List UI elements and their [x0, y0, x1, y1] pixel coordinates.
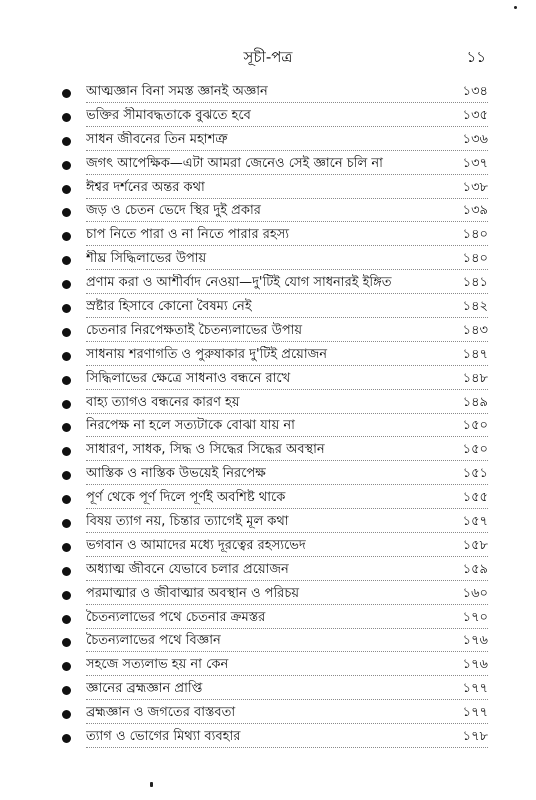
toc-entry-title: ঈশ্বর দর্শনের অন্তর কথা — [86, 179, 205, 195]
toc-entry — [0, 129, 536, 153]
page-number: ১১ — [466, 48, 486, 66]
toc-entry-page: ১৪১ — [462, 275, 488, 291]
dotted-divider — [86, 651, 488, 652]
toc-entry-page: ১৩৫ — [462, 107, 488, 123]
dotted-divider — [86, 675, 488, 676]
bullet-icon — [62, 232, 71, 241]
toc-entry-title: ব্রহ্মজ্ঞান ও জগতের বাস্তবতা — [86, 705, 236, 721]
toc-entry-page: ১৭৬ — [462, 633, 488, 649]
bullet-icon — [62, 304, 71, 313]
bullet-icon — [62, 662, 71, 671]
toc-list — [0, 81, 536, 750]
dotted-divider — [86, 747, 488, 748]
dotted-divider — [86, 460, 488, 461]
toc-entry-page: ১৪২ — [462, 299, 488, 315]
toc-entry — [0, 392, 536, 416]
dotted-divider — [86, 341, 488, 342]
toc-entry-title: জগৎ আপেক্ষিক—এটা আমরা জেনেও সেই জ্ঞানে চলি না — [86, 155, 383, 171]
toc-entry-page: ১৭৭ — [462, 681, 488, 697]
toc-entry — [0, 726, 536, 750]
dotted-divider — [86, 150, 488, 151]
toc-entry-page: ১৪০ — [462, 227, 488, 243]
ink-mark — [150, 782, 153, 787]
toc-entry-page: ১৬০ — [462, 585, 488, 601]
bullet-icon — [62, 734, 71, 743]
toc-entry — [0, 177, 536, 201]
toc-entry — [0, 654, 536, 678]
toc-entry — [0, 320, 536, 344]
dotted-divider — [86, 628, 488, 629]
toc-entry-page: ১৫৫ — [462, 490, 488, 506]
toc-entry-page: ১৭০ — [462, 609, 488, 625]
toc-entry-page: ১৪৩ — [462, 322, 488, 338]
toc-entry-page: ১৭৭ — [462, 705, 488, 721]
dotted-divider — [86, 198, 488, 199]
toc-entry-title: শীঘ্র সিদ্ধিলাভের উপায় — [86, 251, 207, 267]
toc-entry — [0, 248, 536, 272]
toc-entry-title: চৈতন্যলাভের পথে বিজ্ঞান — [86, 633, 221, 649]
dotted-divider — [86, 245, 488, 246]
dotted-divider — [86, 436, 488, 437]
ink-dot — [514, 6, 517, 9]
bullet-icon — [62, 591, 71, 600]
toc-entry — [0, 630, 536, 654]
toc-entry-title: আস্তিক ও নাস্তিক উভয়েই নিরপেক্ষ — [86, 466, 266, 482]
bullet-icon — [62, 495, 71, 504]
dotted-divider — [86, 556, 488, 557]
bullet-icon — [62, 113, 71, 122]
toc-entry-page: ১৩৪ — [462, 84, 488, 99]
bullet-icon — [62, 567, 71, 576]
bullet-icon — [62, 208, 71, 217]
toc-entry — [0, 439, 536, 463]
bullet-icon — [62, 423, 71, 432]
toc-entry — [0, 415, 536, 439]
bullet-icon — [62, 710, 71, 719]
toc-entry-title: চাপ নিতে পারা ও না নিতে পারার রহস্য — [86, 227, 290, 243]
toc-entry-page: ১৫৯ — [462, 561, 488, 577]
toc-entry — [0, 463, 536, 487]
dotted-divider — [86, 365, 488, 366]
bullet-icon — [62, 256, 71, 265]
dotted-divider — [86, 221, 488, 222]
toc-entry-page: ১৩৬ — [462, 131, 488, 147]
dotted-divider — [86, 580, 488, 581]
page-header — [0, 42, 536, 70]
dotted-divider — [86, 699, 488, 700]
toc-entry-title: বাহ্য ত্যাগও বন্ধনের কারণ হয় — [86, 394, 240, 410]
toc-entry-title: অধ্যাত্ম জীবনে যেভাবে চলার প্রয়োজন — [86, 561, 289, 577]
toc-entry-title: চেতনার নিরপেক্ষতাই চৈতন্যলাভের উপায় — [86, 322, 303, 338]
bullet-icon — [62, 471, 71, 480]
dotted-divider — [86, 174, 488, 175]
toc-entry-title: আত্মজ্ঞান বিনা সমস্ত জ্ঞানই অজ্ঞান — [86, 84, 268, 99]
toc-entry — [0, 200, 536, 224]
bullet-icon — [62, 328, 71, 337]
toc-entry-title: পরমাত্মার ও জীবাত্মার অবস্থান ও পরিচয় — [86, 585, 300, 601]
toc-entry — [0, 487, 536, 511]
bullet-icon — [62, 447, 71, 456]
bullet-icon — [62, 161, 71, 170]
toc-entry-title: পূর্ণ থেকে পূর্ণ দিলে পূর্ণই অবশিষ্ট থাকে — [86, 490, 286, 506]
toc-entry — [0, 272, 536, 296]
toc-entry — [0, 607, 536, 631]
toc-entry-page: ১৫১ — [462, 466, 488, 482]
toc-entry — [0, 296, 536, 320]
dotted-divider — [86, 102, 488, 103]
toc-entry-title: চৈতন্যলাভের পথে চেতনার ক্রমস্তর — [86, 609, 266, 625]
dotted-divider — [86, 532, 488, 533]
toc-entry-title: নিরপেক্ষ না হলে সত্যটাকে বোঝা যায় না — [86, 418, 295, 434]
dotted-divider — [86, 604, 488, 605]
toc-entry-title: জড় ও চেতন ভেদে স্থির দুই প্রকার — [86, 203, 261, 219]
bullet-icon — [62, 352, 71, 361]
toc-entry-page: ১৭৬ — [462, 657, 488, 673]
toc-entry-page: ১৪৯ — [462, 394, 488, 410]
toc-entry — [0, 224, 536, 248]
bullet-icon — [62, 543, 71, 552]
toc-entry-title: বিষয় ত্যাগ নয়, চিন্তার ত্যাগেই মূল কথা — [86, 514, 289, 530]
toc-entry — [0, 153, 536, 177]
dotted-divider — [86, 508, 488, 509]
toc-entry — [0, 702, 536, 726]
toc-entry — [0, 344, 536, 368]
toc-entry — [0, 535, 536, 559]
bullet-icon — [62, 376, 71, 385]
dotted-divider — [86, 484, 488, 485]
toc-entry — [0, 368, 536, 392]
dotted-divider — [86, 293, 488, 294]
toc-entry-page: ১৭৮ — [462, 729, 488, 745]
toc-entry-title: ত্যাগ ও ভোগের মিথ্যা ব্যবহার — [86, 729, 241, 745]
toc-entry-page: ১৩৭ — [462, 155, 488, 171]
toc-entry — [0, 81, 536, 105]
toc-entry — [0, 559, 536, 583]
bullet-icon — [62, 89, 71, 98]
dotted-divider — [86, 723, 488, 724]
toc-entry-title: জ্ঞানের ব্রহ্মজ্ঞান প্রাপ্তি — [86, 681, 203, 697]
dotted-divider — [86, 269, 488, 270]
bullet-icon — [62, 638, 71, 647]
toc-entry-page: ১৩৮ — [462, 179, 488, 195]
bullet-icon — [62, 686, 71, 695]
toc-entry-title: সাধন জীবনের তিন মহাশত্রু — [86, 131, 228, 147]
toc-entry-title: ভগবান ও আমাদের মধ্যে দূরত্বের রহস্যভেদ — [86, 537, 306, 553]
toc-entry-page: ১৫৮ — [462, 537, 488, 553]
bullet-icon — [62, 615, 71, 624]
toc-entry-title: স্রষ্টার হিসাবে কোনো বৈষম্য নেই — [86, 299, 252, 315]
bullet-icon — [62, 519, 71, 528]
toc-entry-page: ১৫০ — [462, 442, 488, 458]
toc-entry-page: ১৫৭ — [462, 514, 488, 530]
toc-entry — [0, 678, 536, 702]
toc-entry — [0, 105, 536, 129]
toc-entry-page: ১৫০ — [462, 418, 488, 434]
dotted-divider — [86, 389, 488, 390]
dotted-divider — [86, 317, 488, 318]
dotted-divider — [86, 413, 488, 414]
bullet-icon — [62, 400, 71, 409]
bullet-icon — [62, 280, 71, 289]
page-title: সূচী-পত্র — [243, 48, 293, 66]
toc-entry — [0, 511, 536, 535]
bullet-icon — [62, 137, 71, 146]
toc-entry-page: ১৩৯ — [462, 203, 488, 219]
dotted-divider — [86, 126, 488, 127]
toc-entry-title: সিদ্ধিলাভের ক্ষেত্রে সাধনাও বন্ধনে রাখে — [86, 370, 291, 386]
toc-entry-title: সাধনায় শরণাগতি ও পুরুষাকার দু'টিই প্রয়োজন — [86, 346, 327, 362]
toc-entry-page: ১৪৮ — [462, 370, 488, 386]
toc-entry — [0, 583, 536, 607]
bullet-icon — [62, 185, 71, 194]
toc-entry-title: সাধারণ, সাধক, সিদ্ধ ও সিদ্ধের সিদ্ধের অবস্থান — [86, 442, 325, 458]
toc-entry-page: ১৪০ — [462, 251, 488, 267]
toc-entry-page: ১৪৭ — [462, 346, 488, 362]
toc-entry-title: প্রণাম করা ও আশীর্বাদ নেওয়া—দু'টিই যোগ সাধনারই ইঙ্গিত — [86, 275, 392, 291]
toc-entry-title: ভক্তির সীমাবদ্ধতাকে বুঝতে হবে — [86, 107, 251, 123]
toc-entry-title: সহজে সত্যলাভ হয় না কেন — [86, 657, 229, 673]
